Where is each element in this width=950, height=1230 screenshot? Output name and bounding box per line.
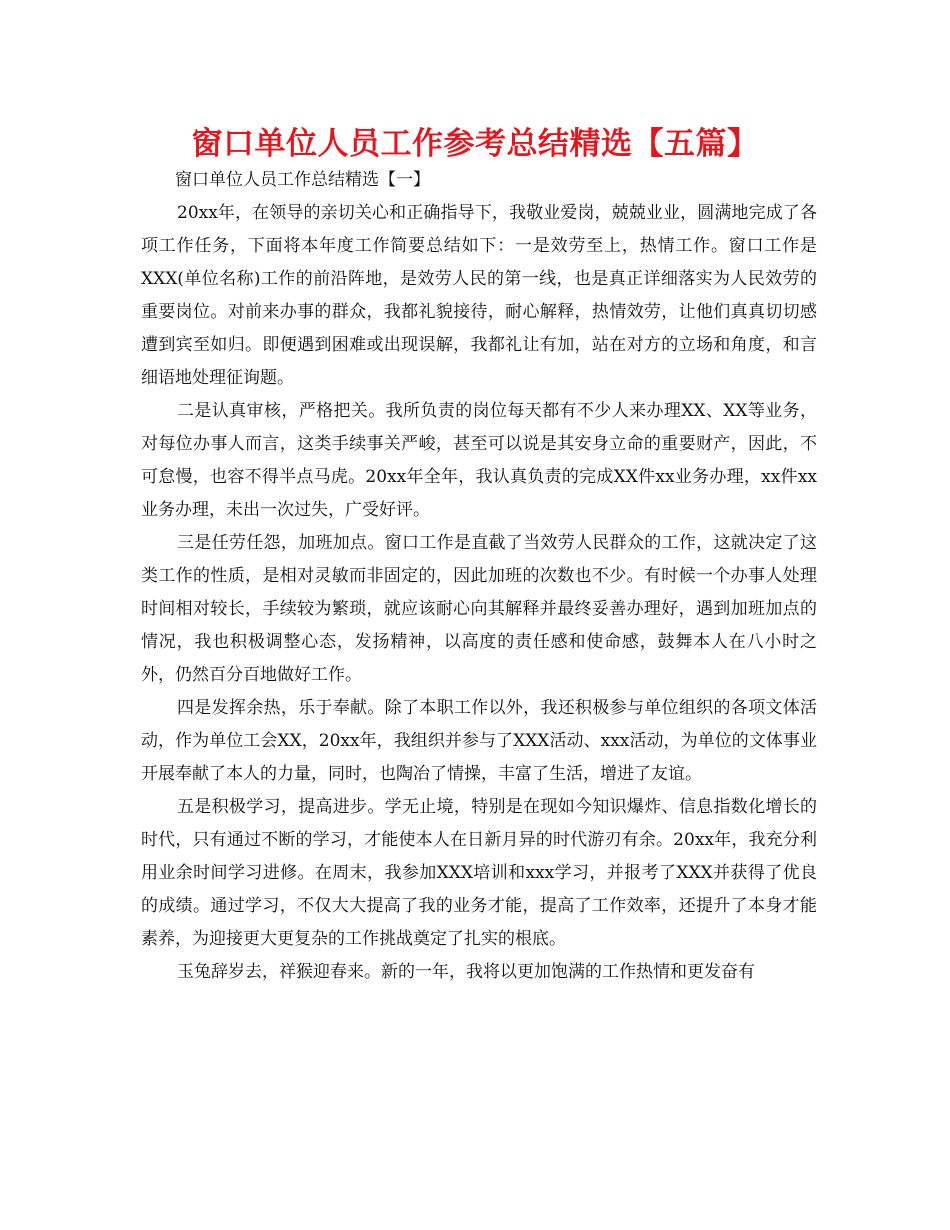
- document-title: 窗口单位人员工作参考总结精选【五篇】: [191, 126, 759, 162]
- document-body: [141, 164, 817, 989]
- paragraph-overtime: 三是任劳任怨，加班加点。窗口工作是直截了当效劳人民群众的工作，这就决定了这类工作的性质，是相对灵敏而非固定的，因此加班的次数也不少。有时候一个办事人处理时间相对较长，手续较为繁琐，就应该耐心向其解释并最终妥善办理好，遇到加班加点的情况，我也积极调整心态，发扬精神，以高度的责任感和使命感，鼓舞本人在八小时之外，仍然百分百地做好工作。: [141, 533, 817, 685]
- paragraph-learning: 五是积极学习，提高进步。学无止境，特别是在现如今知识爆炸、信息指数化增长的时代，只有通过不断的学习，才能使本人在日新月异的时代游刃有余。20xx年，我充分利用业余时间学习进修。在周末，我参加XXX培训和xxx学习，并报考了XXX并获得了优良的成绩。通过学习，不仅大大提高了我的业务才能，提高了工作效率，还提升了本身才能素养，为迎接更大更复杂的工作挑战奠定了扎实的根底。: [141, 797, 817, 949]
- paragraph-new-year: 玉兔辞岁去，祥猴迎春来。新的一年，我将以更加饱满的工作热情和更发奋有: [177, 962, 755, 982]
- paragraph-intro: 20xx年，在领导的亲切关心和正确指导下，我敬业爱岗，兢兢业业，圆满地完成了各项工作任务，下面将本年度工作简要总结如下：一是效劳至上，热情工作。窗口工作是XXX(单位名称)工作的前沿阵地，是效劳人民的第一线，也是真正详细落实为人民效劳的重要岗位。对前来办事的群众，我都礼貌接待，耐心解释，热情效劳，让他们真真切切感遭到宾至如归。即便遇到困难或出现误解，我都礼让有加，站在对方的立场和角度，和言细语地处理征询题。: [141, 203, 817, 388]
- paragraph-dedication: 四是发挥余热，乐于奉献。除了本职工作以外，我还积极参与单位组织的各项文体活动，作为单位工会XX，20xx年，我组织并参与了XXX活动、xxx活动，为单位的文体事业开展奉献了本人的力量，同时，也陶冶了情操，丰富了生活，增进了友谊。: [141, 698, 817, 784]
- paragraph-review: 二是认真审核，严格把关。我所负责的岗位每天都有不少人来办理XX、XX等业务，对每位办事人而言，这类手续事关严峻，甚至可以说是其安身立命的重要财产，因此，不可怠慢，也容不得半点马虎。20xx年全年，我认真负责的完成XX件xx业务办理，xx件xx业务办理，未出一次过失，广受好评。: [141, 401, 817, 520]
- section-subtitle: 窗口单位人员工作总结精选【一】: [175, 170, 430, 190]
